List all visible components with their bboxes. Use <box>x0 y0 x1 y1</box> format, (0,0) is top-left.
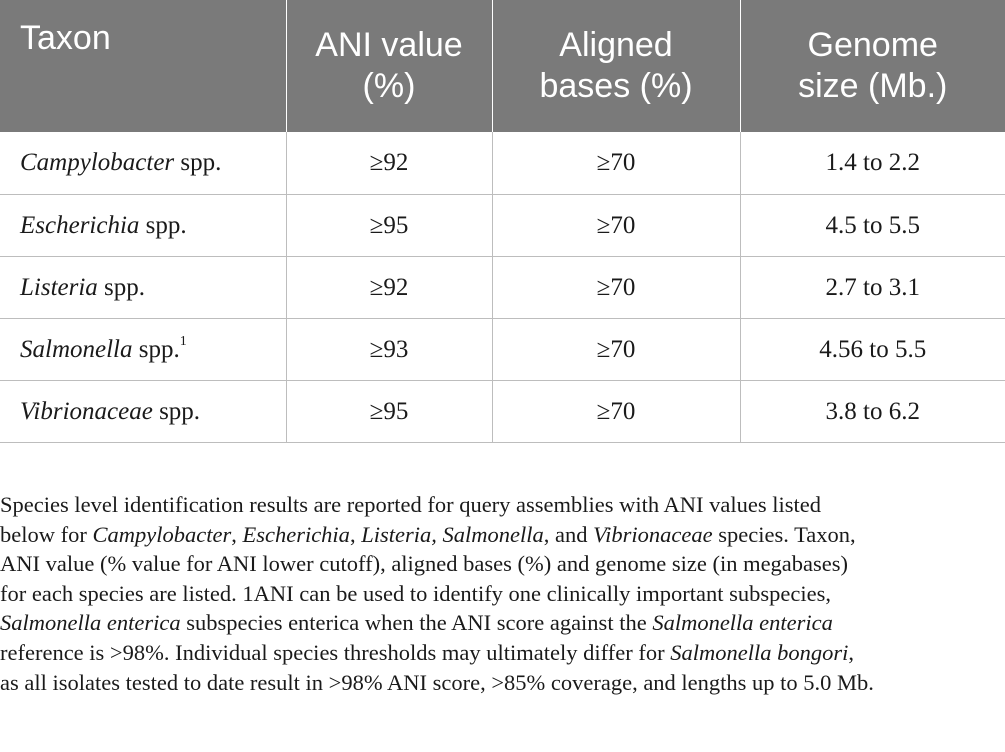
genome-size-cell: 4.56 to 5.5 <box>740 319 1005 381</box>
taxon-cell: Campylobacter spp. <box>0 132 286 195</box>
aligned-cell: ≥70 <box>492 319 740 381</box>
taxon-cell: Salmonella spp.$^1$ <box>0 319 286 381</box>
taxon-cell: Escherichia spp. <box>0 195 286 257</box>
caption-line: Species level identification results are reported for query assemblies with ANI values listed <box>0 492 822 517</box>
header-taxon: Taxon <box>20 19 111 57</box>
caption-line: ANI value (% value for ANI lower cutoff), aligned bases (%) and genome size (in megabases) <box>0 551 849 577</box>
table-row <box>0 381 1005 443</box>
header-genome-size: Genome size (Mb.) <box>740 0 1005 132</box>
footnote-marker: 1 <box>179 334 187 350</box>
table-header <box>0 0 1005 132</box>
header-aligned-bases: Aligned bases (%) <box>492 0 740 132</box>
caption-line: below for Campylobacter, Escherichia, Listeria, Salmonella, and Vibrionaceae species. Taxon, <box>0 521 856 547</box>
table-row <box>0 257 1005 319</box>
ani-cell: ≥92 <box>286 132 492 195</box>
ani-cell: ≥95 <box>286 195 492 257</box>
aligned-cell: ≥70 <box>492 257 740 319</box>
ani-cell: ≥95 <box>286 381 492 443</box>
aligned-cell: ≥70 <box>492 132 740 195</box>
table-row <box>0 195 1005 257</box>
caption-line: Salmonella enterica subspecies enterica when the ANI score against the Salmonella enterica <box>0 610 833 636</box>
caption-line: as all isolates tested to date result in >98% ANI score, >85% coverage, and lengths up to 5.0 Mb. <box>0 669 874 695</box>
taxon-cell: Vibrionaceae spp. <box>0 381 286 443</box>
table-caption <box>0 490 1005 697</box>
header-ani-value: ANI value (%) <box>286 0 492 132</box>
caption-line: reference is >98%. Individual species thresholds may ultimately differ for Salmonella bongori, <box>0 639 854 665</box>
aligned-cell: ≥70 <box>492 381 740 443</box>
genome-size-cell: 2.7 to 3.1 <box>740 257 1005 319</box>
genome-size-cell: 1.4 to 2.2 <box>740 132 1005 195</box>
genome-size-cell: 4.5 to 5.5 <box>740 195 1005 257</box>
ani-cell: ≥93 <box>286 319 492 381</box>
header-row <box>0 0 1005 132</box>
table-row <box>0 132 1005 195</box>
aligned-cell: ≥70 <box>492 195 740 257</box>
genome-size-cell: 3.8 to 6.2 <box>740 381 1005 443</box>
caption-line: for each species are listed. 1ANI can be used to identify one clinically important subspecies, <box>0 580 831 606</box>
taxon-cell: Listeria spp. <box>0 257 286 319</box>
table-body <box>0 132 1005 443</box>
table-row <box>0 319 1005 381</box>
ani-cell: ≥92 <box>286 257 492 319</box>
